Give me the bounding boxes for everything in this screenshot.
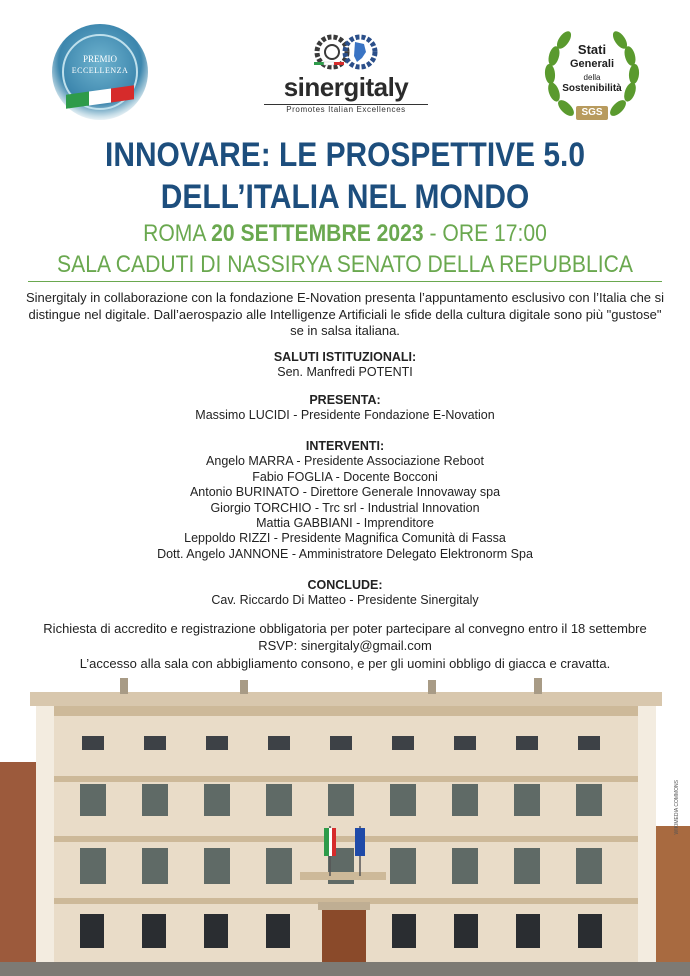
sgs-line4: Sostenibilità [562, 83, 622, 94]
intro-paragraph: Sinergitaly in collaborazione con la fondazione E-Novation presenta l’appuntamento esclusivo con l’Italia che si distingue nel digitale. Dall’aerospazio alle Intelligenze Artificiali le sfide della cultura digitale sono più "gustose" se in salsa italiana. [25, 290, 665, 338]
event-date: 20 SETTEMBRE 2023 [211, 220, 424, 247]
section-conclude [0, 578, 690, 609]
rsvp-email[interactable]: RSVP: sinergitaly@gmail.com [258, 638, 432, 653]
registration-note: Richiesta di accredito e registrazione obbligatoria per poter partecipare al convegno entro il 18 settembre [43, 621, 647, 636]
title-line2: DELL’ITALIA NEL MONDO [160, 178, 530, 216]
saluti-heading: SALUTI ISTITUZIONALI: [273, 350, 417, 364]
photo-credit: WIKIMEDIA COMMONS [674, 780, 680, 835]
event-venue: SALA CADUTI DI NASSIRYA SENATO DELLA REPUBBLICA [57, 251, 633, 278]
sinergitaly-logo [258, 32, 434, 112]
presenta-person: Massimo LUCIDI - Presidente Fondazione E-Novation [195, 408, 495, 423]
sgs-line1: Stati [577, 42, 607, 57]
speaker-item: Antonio BURINATO - Direttore Generale Innovaway spa [189, 485, 501, 500]
saluti-person: Sen. Manfredi POTENTI [277, 365, 413, 380]
event-time: - ORE 17:00 [423, 220, 547, 247]
section-presenta [0, 393, 690, 424]
presenta-heading: PRESENTA: [309, 393, 381, 407]
venue-divider [28, 281, 662, 282]
interventi-heading: INTERVENTI: [305, 439, 385, 453]
speaker-item: Mattia GABBIANI - Imprenditore [256, 516, 434, 531]
logo-left-line2: ECCELLENZA [71, 66, 129, 75]
title-line1: INNOVARE: LE PROSPETTIVE 5.0 [105, 136, 585, 174]
senate-building-photo [0, 676, 690, 976]
speaker-item: Giorgio TORCHIO - Trc srl - Industrial Innovation [210, 500, 480, 515]
premio-eccellenza-logo [52, 24, 148, 120]
event-city: ROMA [143, 220, 212, 247]
speaker-item: Leppoldo RIZZI - Presidente Magnifica Comunità di Fassa [184, 531, 506, 546]
conclude-person: Cav. Riccardo Di Matteo - Presidente Sinergitaly [211, 593, 479, 608]
section-interventi [0, 439, 690, 562]
brand-tagline: Promotes Italian Excellences [286, 105, 406, 114]
brand-name: sinergitaly [283, 72, 409, 102]
speaker-item: Angelo MARRA - Presidente Associazione Reboot [206, 454, 484, 469]
sgs-badge: SGS [576, 106, 608, 120]
speaker-item: Fabio FOGLIA - Docente Bocconi [252, 469, 438, 484]
event-date-line [41, 220, 648, 248]
gears-italy-map-icon [308, 32, 384, 72]
dress-code-note: L’accesso alla sala con abbigliamento consono, e per gli uomini obbligo di giacca e cravatta. [79, 656, 611, 671]
speaker-item: Dott. Angelo JANNONE - Amministratore Delegato Elektronorm Spa [157, 546, 533, 561]
sgs-line2: Generali [569, 58, 615, 70]
sgs-line3: della [583, 73, 601, 82]
stati-generali-logo [540, 28, 644, 124]
conclude-heading: CONCLUDE: [307, 578, 383, 592]
logo-bar [0, 0, 690, 125]
logo-left-line1: PREMIO [82, 54, 117, 64]
section-saluti [0, 350, 690, 381]
